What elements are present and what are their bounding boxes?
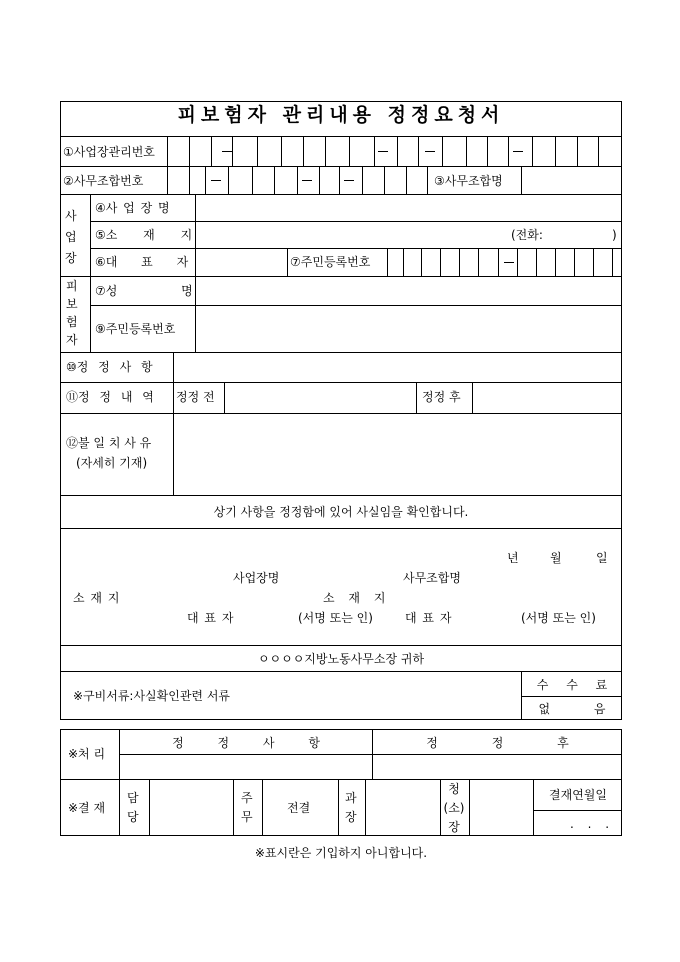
cell-divider <box>593 248 594 276</box>
union-no-label: ②사무조합번호 <box>63 174 144 188</box>
approval-label: ※결 재 <box>68 801 106 815</box>
staff-sign-field[interactable] <box>150 780 232 835</box>
cell-divider <box>297 166 298 194</box>
cell-divider <box>555 136 556 166</box>
director-sign-field[interactable] <box>470 780 532 835</box>
phone-close: ) <box>612 228 617 242</box>
cell-divider <box>374 136 375 166</box>
footer-note: ※표시란은 기입하지 아니합니다. <box>254 846 428 860</box>
correction-item-label: ⑩정 정 사 항 <box>66 360 153 374</box>
date-month: 월 <box>550 551 562 565</box>
workplace-group-label: 사업장 <box>65 209 77 265</box>
cell-divider <box>532 136 533 166</box>
fee-value: 없 음 <box>538 702 606 716</box>
dash-separator <box>513 151 523 152</box>
cell-divider <box>362 166 363 194</box>
biz-sign-label: (서명 또는 인) <box>298 611 373 625</box>
attachments-note: ※구비서류:사실확인관련 서류 <box>73 689 231 703</box>
approval-chief-staff: 주무 <box>241 791 253 824</box>
section-chief-sign-field[interactable] <box>366 780 439 835</box>
proc-correction-item-field[interactable] <box>120 755 371 778</box>
cell-divider <box>189 166 190 194</box>
resident-no-boxes[interactable] <box>387 248 622 276</box>
approval-section-chief: 과장 <box>345 791 357 824</box>
before-label: 정정 전 <box>176 390 215 404</box>
approval-director: 청(소)장 <box>443 782 465 834</box>
dash-separator <box>425 151 435 152</box>
page-title: 피보험자 관리내용 정정요청서 <box>177 104 505 126</box>
cell-divider <box>440 248 441 276</box>
proc-correction-item: 정 정 사 항 <box>172 736 320 750</box>
cell-divider <box>577 136 578 166</box>
workplace-name-field[interactable] <box>196 195 621 220</box>
cell-divider <box>487 136 488 166</box>
cell-divider <box>257 136 258 166</box>
cell-divider <box>498 248 499 276</box>
cell-divider <box>205 166 206 194</box>
addressee: ㅇㅇㅇㅇ지방노동사무소장 귀하 <box>257 652 425 666</box>
cell-divider <box>459 248 460 276</box>
cell-divider <box>189 136 190 166</box>
cell-divider <box>339 166 340 194</box>
cell-divider <box>612 248 613 276</box>
cell-divider <box>421 248 422 276</box>
name-field[interactable] <box>196 277 621 304</box>
date-day: 일 <box>596 551 608 565</box>
biz-mgmt-no-label: ①사업장관리번호 <box>63 145 155 159</box>
after-label: 정정 후 <box>422 390 461 404</box>
cell-divider <box>274 166 275 194</box>
phone-label: (전화: <box>511 228 543 242</box>
cell-divider <box>211 136 212 166</box>
cell-divider <box>303 136 304 166</box>
approval-staff: 담당 <box>127 791 139 824</box>
resident-no-label: ⑦주민등록번호 <box>290 255 371 269</box>
cell-divider <box>349 136 350 166</box>
proc-after: 정 정 후 <box>426 736 569 750</box>
cell-divider <box>598 136 599 166</box>
approval-date-value[interactable]: . . . <box>570 817 610 831</box>
approval-delegated: 전결 <box>287 801 311 815</box>
sign-address-label: 소 재 지 <box>73 591 120 605</box>
cell-divider <box>574 248 575 276</box>
biz-mgmt-no-boxes[interactable] <box>167 136 622 166</box>
fee-label: 수 수 료 <box>536 678 608 692</box>
dash-separator <box>211 180 221 181</box>
confirm-text: 상기 사항을 정정함에 있어 사실임을 확인합니다. <box>213 505 469 519</box>
address-label: ⑤소 재 지 <box>95 228 193 242</box>
cell-divider <box>508 136 509 166</box>
cell-divider <box>403 248 404 276</box>
cell-divider <box>442 136 443 166</box>
proc-after-field[interactable] <box>373 755 621 778</box>
cell-divider <box>228 166 229 194</box>
mismatch-reason-field[interactable] <box>174 414 621 494</box>
cell-divider <box>384 166 385 194</box>
cell-divider <box>466 136 467 166</box>
cell-divider <box>427 166 428 194</box>
cell-divider <box>536 248 537 276</box>
cell-divider <box>281 136 282 166</box>
mismatch-note: (자세히 기재) <box>76 456 148 470</box>
cell-divider <box>406 166 407 194</box>
union-sign-label: (서명 또는 인) <box>521 611 596 625</box>
representative-label: ⑥대 표 자 <box>95 255 189 269</box>
cell-divider <box>555 248 556 276</box>
union-address-label: 소 재 지 <box>323 591 386 605</box>
union-rep-label: 대 표 자 <box>405 611 452 625</box>
cell-divider <box>252 166 253 194</box>
insured-group-label: 피보험자 <box>66 279 78 347</box>
dash-separator <box>302 180 312 181</box>
processing-label: ※처 리 <box>68 747 106 761</box>
name-label: ⑦성 명 <box>95 284 193 298</box>
cell-divider <box>517 248 518 276</box>
correction-detail-label: ⑪정 정 내 역 <box>66 390 154 404</box>
union-no-boxes[interactable] <box>167 166 427 194</box>
mismatch-reason-label: ⑫불 일 치 사 유 <box>66 436 152 450</box>
cell-divider <box>418 136 419 166</box>
dash-separator <box>222 151 232 152</box>
insured-resident-no-field[interactable] <box>196 306 621 351</box>
dash-separator <box>344 180 354 181</box>
biz-rep-label: 대 표 자 <box>187 611 234 625</box>
union-name-field[interactable] <box>522 167 621 193</box>
cell-divider <box>319 166 320 194</box>
cell-divider <box>397 136 398 166</box>
before-field[interactable] <box>225 383 415 412</box>
workplace-name-label: ④사 업 장 명 <box>95 201 170 215</box>
address-field[interactable] <box>196 222 621 247</box>
dash-separator <box>504 262 514 263</box>
dash-separator <box>378 151 388 152</box>
union-name-label: ③사무조합명 <box>434 174 503 188</box>
representative-field[interactable] <box>196 249 286 275</box>
correction-item-field[interactable] <box>174 353 621 381</box>
biz-name-label: 사업장명 <box>233 571 280 585</box>
union-name-sign-label: 사무조합명 <box>403 571 461 585</box>
cell-divider <box>232 136 233 166</box>
cell-divider <box>478 248 479 276</box>
cell-divider <box>325 136 326 166</box>
date-year: 년 <box>507 551 519 565</box>
after-field[interactable] <box>473 383 621 412</box>
insured-resident-no-label: ⑨주민등록번호 <box>95 322 176 336</box>
approval-date-label: 결재연월일 <box>549 788 607 802</box>
